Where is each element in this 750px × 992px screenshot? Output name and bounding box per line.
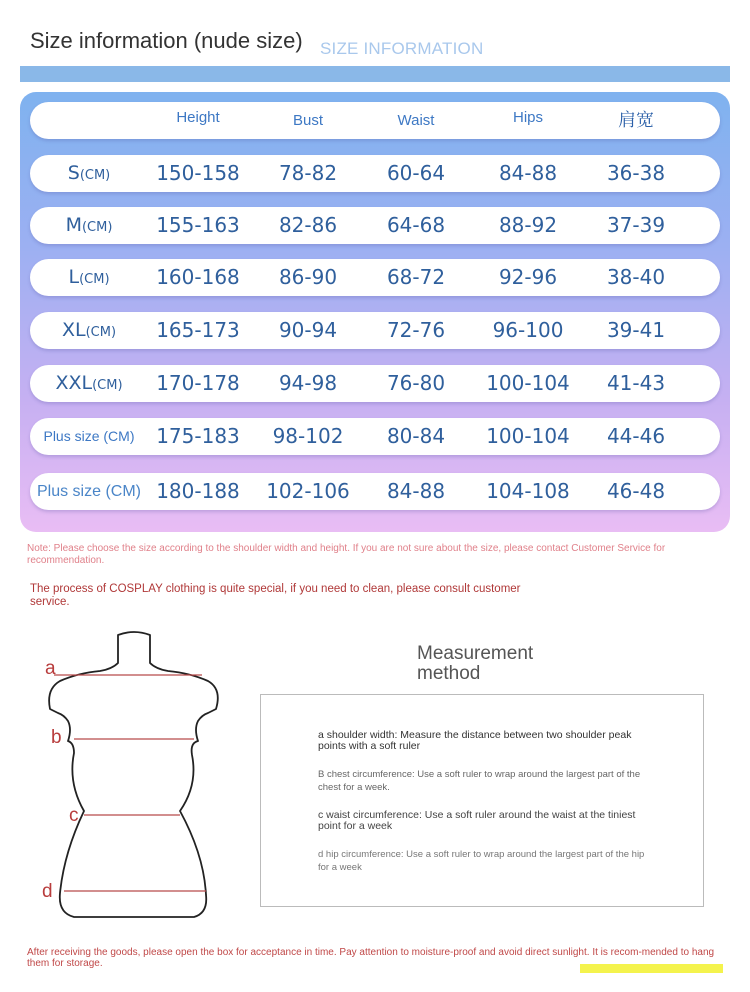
size-label: M(CM): [65, 214, 113, 236]
height-value: 150-158: [156, 161, 240, 185]
page-title: Size information (nude size): [30, 28, 303, 53]
size-note: Note: Please choose the size according to the shoulder width and height. If you are not sure about the size, please contact Customer Service for recommendation.: [27, 543, 666, 566]
shoulder-value: 41-43: [606, 371, 666, 395]
table-row: [30, 418, 720, 455]
height-value: 175-183: [156, 424, 240, 448]
height-value: 155-163: [156, 213, 240, 237]
label-c: c: [69, 805, 79, 826]
cleaning-note: The process of COSPLAY clothing is quite special, if you need to clean, please consult customer service.: [30, 583, 521, 608]
highlight-marker: [580, 964, 723, 973]
waist-value: 84-88: [386, 479, 446, 503]
height-value: 165-173: [156, 318, 240, 342]
column-header-bust: Bust: [292, 112, 323, 129]
waist-value: 72-76: [386, 318, 446, 342]
bust-value: 86-90: [278, 265, 338, 289]
bust-value: 98-102: [272, 424, 344, 448]
method-shoulder: a shoulder width: Measure the distance between two shoulder peak points with a soft ruler: [318, 729, 632, 752]
height-value: 160-168: [156, 265, 240, 289]
column-header-shoulder: 肩宽: [618, 110, 654, 130]
header-bar: [20, 66, 730, 82]
table-row: [30, 155, 720, 192]
label-a: a: [45, 658, 56, 679]
label-b: b: [51, 727, 62, 748]
table-row: [30, 259, 720, 296]
hips-value: 88-92: [498, 213, 558, 237]
column-header-hips: Hips: [512, 109, 543, 126]
hips-value: 96-100: [492, 318, 564, 342]
size-label: Plus size (CM): [43, 428, 135, 444]
hips-value: 92-96: [498, 265, 558, 289]
measurement-method-box: [260, 694, 704, 907]
shoulder-value: 39-41: [606, 318, 666, 342]
footer-note: After receiving the goods, please open the box for acceptance in time. Pay attention to moisture-proof and avoid direct sunlight. It is recom-mended to hang them for storage.: [27, 947, 715, 969]
waist-value: 76-80: [386, 371, 446, 395]
shoulder-value: 38-40: [606, 265, 666, 289]
size-label: XL(CM): [61, 319, 117, 341]
bust-value: 78-82: [278, 161, 338, 185]
column-header-height: Height: [176, 109, 220, 126]
waist-value: 68-72: [386, 265, 446, 289]
hips-value: 100-104: [486, 424, 570, 448]
bust-value: 90-94: [278, 318, 338, 342]
size-label: XXL(CM): [55, 372, 123, 394]
table-row: [30, 312, 720, 349]
bust-value: 82-86: [278, 213, 338, 237]
page-subtitle: SIZE INFORMATION: [320, 39, 484, 58]
table-row: [30, 365, 720, 402]
label-d: d: [42, 881, 53, 902]
method-hip: d hip circumference: Use a soft ruler to wrap around the largest part of the hip for a week: [318, 849, 645, 873]
measurement-method-title: Measurement method: [417, 643, 534, 684]
size-label: Plus size (CM): [36, 483, 141, 500]
bust-value: 94-98: [278, 371, 338, 395]
body-measurement-figure: [30, 625, 240, 925]
waist-value: 80-84: [386, 424, 446, 448]
size-label: L(CM): [68, 266, 110, 288]
hips-value: 100-104: [486, 371, 570, 395]
table-header-row: [30, 102, 720, 139]
shoulder-value: 44-46: [606, 424, 666, 448]
hips-value: 84-88: [498, 161, 558, 185]
method-waist: c waist circumference: Use a soft ruler around the waist at the tiniest point for a week: [318, 809, 636, 832]
bust-value: 102-106: [266, 479, 350, 503]
shoulder-value: 46-48: [606, 479, 666, 503]
table-row: [30, 473, 720, 510]
height-value: 180-188: [156, 479, 240, 503]
waist-value: 64-68: [386, 213, 446, 237]
hips-value: 104-108: [486, 479, 570, 503]
size-chart-panel: [20, 92, 730, 532]
shoulder-value: 37-39: [606, 213, 666, 237]
waist-value: 60-64: [386, 161, 446, 185]
method-chest: B chest circumference: Use a soft ruler to wrap around the largest part of the chest for a week.: [318, 769, 641, 793]
table-row: [30, 207, 720, 244]
height-value: 170-178: [156, 371, 240, 395]
shoulder-value: 36-38: [606, 161, 666, 185]
column-header-waist: Waist: [397, 112, 435, 129]
mannequin-illustration: [30, 625, 240, 925]
size-label: S(CM): [67, 162, 111, 184]
